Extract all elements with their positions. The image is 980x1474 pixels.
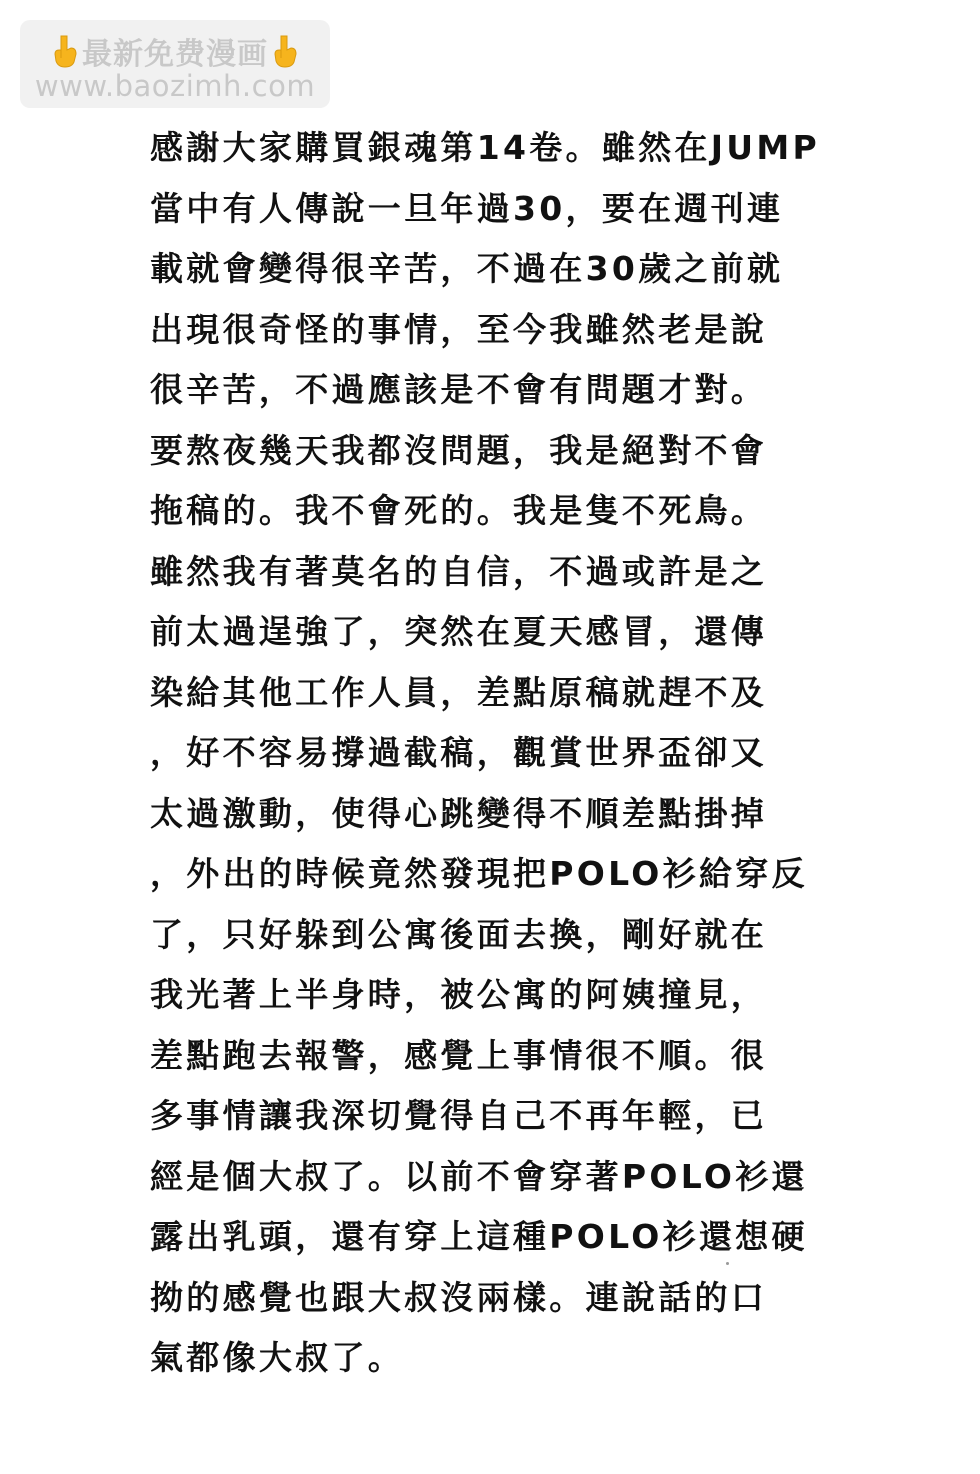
text-line: 染給其他工作人員，差點原稿就趕不及 (150, 672, 768, 712)
watermark-title-row (20, 32, 330, 70)
text-line: 了，只好躲到公寓後面去換，剛好就在 (150, 914, 768, 954)
pointing-down-hand-icon (52, 34, 78, 68)
text-line: 露出乳頭，還有穿上這種POLO衫還想硬 (150, 1217, 808, 1256)
text-line: 拗的感覺也跟大叔沒兩樣。連說話的口 (150, 1277, 768, 1317)
ink-speck (726, 1262, 729, 1265)
text-line: 很辛苦，不過應該是不會有問題才對。 (150, 370, 768, 409)
text-line: 感謝大家購買銀魂第14卷。雖然在JUMP (150, 128, 821, 167)
text-line: 當中有人傳說一旦年過30，要在週刊連 (150, 188, 784, 228)
text-line: 多事情讓我深切覺得自己不再年輕，已 (150, 1096, 768, 1135)
text-line: ，好不容易撐過截稿，觀賞世界盃卻又 (150, 733, 768, 772)
text-line: 雖然我有著莫名的自信，不過或許是之 (150, 551, 768, 591)
text-line: 載就會變得很辛苦，不過在30歲之前就 (150, 249, 784, 288)
text-line: 氣都像大叔了。 (150, 1338, 405, 1377)
watermark-banner (20, 20, 330, 108)
watermark-url: www.baozimh.com (34, 69, 316, 103)
text-line: 要熬夜幾天我都沒問題，我是絕對不會 (150, 430, 768, 470)
pointing-down-hand-icon (272, 34, 298, 68)
watermark-title: 最新免费漫画 (82, 37, 268, 72)
text-line: 我光著上半身時，被公寓的阿姨撞見， (150, 975, 768, 1014)
text-line: ，外出的時候竟然發現把POLO衫給穿反 (150, 854, 808, 893)
text-line: 前太過逞強了，突然在夏天感冒，還傳 (150, 612, 768, 651)
text-line: 差點跑去報警，感覺上事情很不順。很 (150, 1035, 768, 1075)
text-line: 出現很奇怪的事情，至今我雖然老是說 (150, 309, 768, 349)
text-line: 太過激動，使得心跳變得不順差點掛掉 (150, 793, 768, 833)
text-line: 經是個大叔了。以前不會穿著POLO衫還 (150, 1156, 808, 1196)
text-line: 拖稿的。我不會死的。我是隻不死鳥。 (150, 491, 768, 530)
afterword-text (150, 118, 860, 1389)
